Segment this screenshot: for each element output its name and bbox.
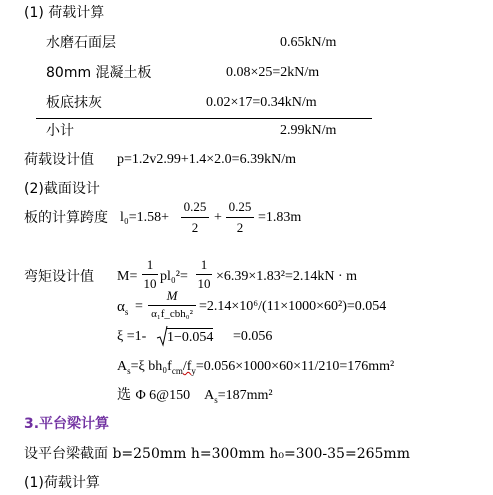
fraction-numerator: 1 (200, 257, 208, 272)
load-row-name: 水磨石面层 (46, 35, 116, 51)
fraction-denominator: 10 (143, 276, 157, 291)
span-label: 板的计算跨度 (24, 210, 108, 226)
load-row-value: 0.65kN/m (280, 35, 337, 50)
subtotal-value: 2.99kN/m (280, 123, 337, 138)
as-sub: s (127, 365, 131, 376)
fraction-numerator: 0.25 (183, 199, 207, 214)
span-fraction-2 (223, 199, 257, 235)
alpha-symbol (117, 298, 128, 316)
fraction-bar (148, 305, 196, 306)
subtotal-rule (36, 118, 372, 119)
section3-section-line: 设平台梁截面 b=250mm h=300mm h₀=300-35=265mm (24, 446, 410, 462)
xi-line: ξ =1- (117, 329, 147, 344)
choose-bar: Φ 6@150 (135, 388, 191, 403)
as-formula: =ξ bh₀f (130, 359, 172, 374)
alpha-sub: s (124, 307, 129, 317)
choose-as-sub: s (214, 394, 218, 405)
subtotal-name: 小计 (46, 123, 74, 139)
choose-label: 选 (117, 387, 131, 403)
moment-label: 弯矩设计值 (24, 269, 94, 285)
span-result: =1.83m (258, 210, 302, 225)
fraction-bar (181, 217, 209, 218)
fraction-bar (142, 274, 158, 275)
choose-as: A (204, 388, 215, 403)
as-fy-sub: y (191, 365, 196, 376)
fraction-bar (196, 274, 212, 275)
span-plus: + (214, 210, 222, 225)
section-title-section-design: (2)截面设计 (24, 181, 100, 197)
fraction-numerator: 0.25 (228, 199, 252, 214)
xi-sqrt-radicand: 1−0.054 (167, 330, 214, 345)
fraction-denominator: α₁f_cbh₀² (151, 308, 193, 320)
load-row-name: 板底抹灰 (46, 95, 102, 111)
span-fraction-1 (178, 199, 212, 235)
xi-result: =0.056 (233, 329, 273, 344)
choose-line (117, 386, 273, 405)
as-result: =0.056×1000×60×11/210=176mm² (195, 359, 395, 374)
alpha-fraction (146, 288, 198, 320)
fraction-numerator: 1 (146, 257, 154, 272)
alpha-char: α (117, 299, 125, 315)
load-row-value: 0.08×25=2kN/m (226, 65, 320, 80)
alpha-result: =2.14×10⁶/(11×1000×60²)=0.054 (199, 299, 387, 314)
fraction-denominator: 10 (197, 276, 211, 291)
design-value-label: 荷载设计值 (24, 152, 94, 168)
fraction-denominator: 2 (191, 220, 199, 235)
alpha-eq: = (135, 299, 143, 314)
section3-sub-title: (1)荷载计算 (24, 475, 100, 491)
section3-heading: 3.平台梁计算 (24, 416, 110, 432)
load-row-name: 80mm 混凝土板 (46, 65, 152, 81)
span-prefix: l₀=1.58+ (120, 210, 170, 225)
as-slash: /f (182, 359, 192, 374)
as-formula-line (117, 358, 394, 376)
fraction-numerator: M (166, 288, 178, 303)
moment-fraction-1 (140, 257, 160, 291)
design-value-formula: p=1.2v2.99+1.4×2.0=6.39kN/m (117, 152, 296, 167)
as-fy-term (183, 359, 196, 374)
fraction-bar (226, 217, 254, 218)
moment-result: ×6.39×1.83²=2.14kN · m (216, 269, 358, 284)
moment-prefix: M= (117, 269, 138, 284)
choose-as-value: =187mm² (217, 388, 273, 403)
moment-fraction-2 (194, 257, 214, 291)
moment-mid: pl₀²= (160, 269, 188, 284)
section-title-load-calc: (1) 荷载计算 (24, 5, 105, 21)
as-char: A (117, 359, 128, 374)
load-row-value: 0.02×17=0.34kN/m (206, 95, 317, 110)
as-fcm-sub: cm (171, 365, 183, 376)
fraction-denominator: 2 (236, 220, 244, 235)
